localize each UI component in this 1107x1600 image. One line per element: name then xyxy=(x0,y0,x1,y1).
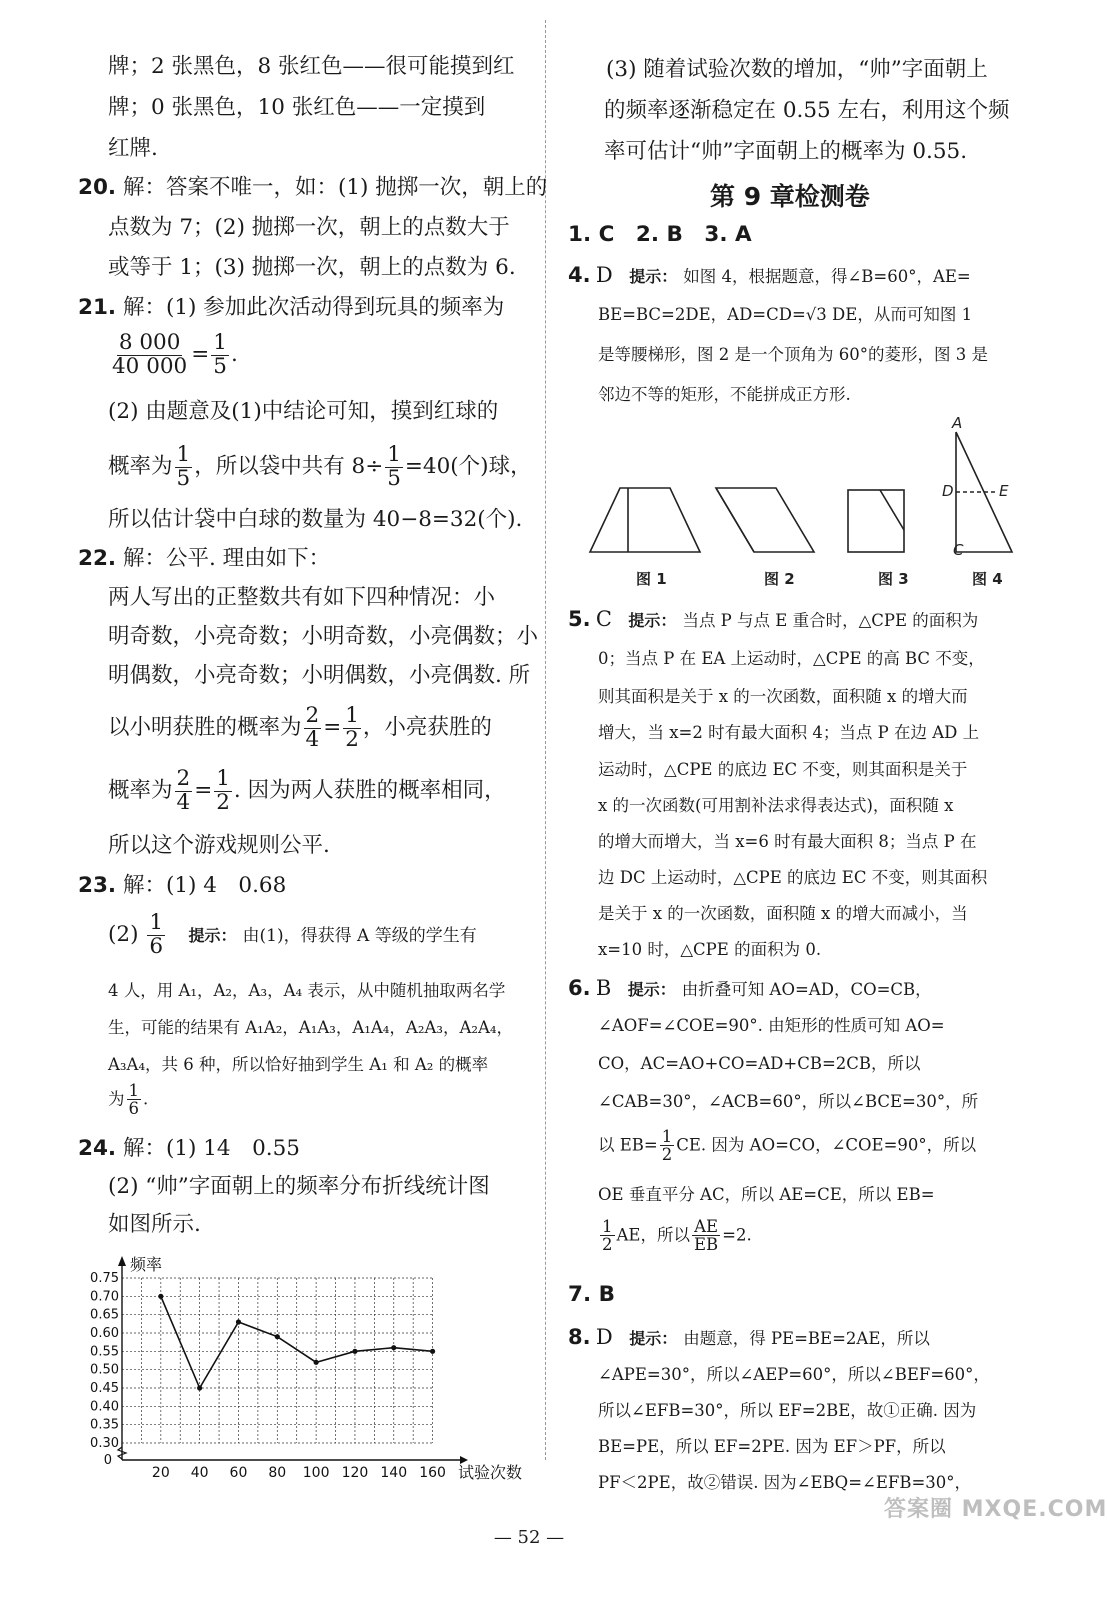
text-line: 率可估计“帅”字面朝上的概率为 0.55. xyxy=(604,139,968,164)
denominator: 40 000 xyxy=(112,353,188,379)
fraction-line: 以小明获胜的概率为 $\frac{2}{4}$ = $\frac{1}{2}$ ，小亮获胜的 xyxy=(108,703,492,752)
denominator: 4 xyxy=(176,789,191,815)
text-line: 点数为 7；(2) 抛掷一次，朝上的点数大于 xyxy=(108,215,510,240)
fraction-line xyxy=(108,444,532,496)
numerator: 1 xyxy=(213,330,227,355)
text-line: 牌；2 张黑色，8 张红色——很可能摸到红 xyxy=(108,54,515,79)
question-number: 4. xyxy=(568,263,591,287)
question-number: 5. xyxy=(568,607,591,631)
text-line: BE=BC=2DE，AD=CD=√3 DE，从而可知图 1 xyxy=(598,305,973,324)
text: =2. xyxy=(722,1225,752,1245)
text-line: PF＜2PE，故②错误. 因为∠EBQ=∠EFB=30°， xyxy=(598,1473,972,1492)
fraction-line: 概率为 $\frac{2}{4}$ = $\frac{1}{2}$ . 因为两人获胜的概率相同， xyxy=(108,766,506,815)
page-number: — 52 — xyxy=(493,1527,565,1548)
numerator: 1 xyxy=(176,442,191,467)
text-line: OE 垂直平分 AC，所以 AE=CE，所以 EB= xyxy=(598,1185,935,1204)
text-line: 邻边不等的矩形，不能拼成正方形. xyxy=(598,385,851,404)
question-24 xyxy=(78,1134,300,1164)
fraction xyxy=(127,1082,142,1118)
question-5 xyxy=(568,606,978,634)
text-line: 是关于 x 的一次函数，面积随 x 的增大而减小，当 xyxy=(598,904,968,923)
figure-3-inner-line xyxy=(880,490,904,530)
question-number: 20. xyxy=(78,175,117,200)
y-tick-label: 0.65 xyxy=(90,1307,119,1323)
hint-label: 提示： xyxy=(628,611,677,630)
denominator: 6 xyxy=(149,933,163,959)
text-line: (2) “帅”字面朝上的频率分布折线统计图 xyxy=(108,1174,490,1199)
fraction xyxy=(692,1218,720,1254)
fraction xyxy=(343,705,361,751)
x-tick-label: 120 xyxy=(341,1465,369,1481)
text: . 因为两人获胜的概率相同， xyxy=(233,778,506,804)
y-tick-label: 0.75 xyxy=(90,1271,119,1286)
text-line: CO，AC=AO+CO=AD+CB=2CB，所以 xyxy=(598,1054,921,1073)
data-point xyxy=(236,1319,241,1324)
text-line: 如图所示. xyxy=(108,1212,201,1237)
text-line: 或等于 1；(3) 抛掷一次，朝上的点数为 6. xyxy=(108,255,516,280)
watermark xyxy=(884,1492,1107,1523)
data-point xyxy=(352,1349,357,1354)
point-d-label: D xyxy=(942,482,954,500)
question-4 xyxy=(568,262,971,290)
data-point xyxy=(430,1349,435,1354)
hint-label: 提示： xyxy=(627,980,676,999)
question-8 xyxy=(568,1324,930,1352)
fraction xyxy=(304,705,322,751)
x-tick-label: 40 xyxy=(190,1465,209,1481)
text: 当点 P 与点 E 重合时，△CPE 的面积为 xyxy=(682,611,979,630)
numerator: 1 xyxy=(661,1127,673,1146)
denominator: 5 xyxy=(176,465,191,491)
answer: C xyxy=(595,607,612,631)
numerator: 1 xyxy=(345,703,359,728)
denominator: 2 xyxy=(216,789,230,815)
y-tick-label: 0.60 xyxy=(90,1326,119,1341)
text: 由题意，得 PE=BE=2AE，所以 xyxy=(683,1329,930,1348)
y-tick-label: 0.35 xyxy=(90,1417,119,1433)
figure-3-rectangle xyxy=(848,490,904,552)
text-line: 解：(1) 参加此次活动得到玩具的频率为 xyxy=(122,295,505,320)
text: 概率为 xyxy=(108,778,173,804)
text: ，所以袋中共有 8÷ xyxy=(194,454,384,480)
data-point xyxy=(391,1345,396,1350)
text-line: 则其面积是关于 x 的一次函数，面积随 x 的增大而 xyxy=(598,687,968,706)
period: . xyxy=(230,342,238,368)
text-line: 的增大而增大，当 x=6 时有最大面积 8；当点 P 在 xyxy=(598,832,977,851)
numerator: 1 xyxy=(387,442,401,467)
text-line: 解：(1) 14 0.55 xyxy=(122,1136,300,1161)
y-tick-label: 0.40 xyxy=(90,1399,119,1415)
question-number: 22. xyxy=(78,546,117,571)
text-line: 边 DC 上运动时，△CPE 的底边 EC 不变，则其面积 xyxy=(598,868,988,887)
text-line: 明奇数，小亮奇数；小明奇数，小亮偶数；小 xyxy=(108,624,539,649)
denominator: 5 xyxy=(387,465,401,491)
hint-label: 提示： xyxy=(629,267,678,286)
answer: D xyxy=(595,263,613,287)
denominator: 4 xyxy=(305,726,320,752)
fraction xyxy=(600,1218,615,1254)
y-tick-label: 0.70 xyxy=(90,1289,119,1305)
data-point xyxy=(275,1334,280,1339)
text-line: 增大，当 x=2 时有最大面积 4；当点 P 在边 AD 上 xyxy=(598,723,980,742)
fraction xyxy=(175,768,193,814)
chapter-title: 第 9 章检测卷 xyxy=(710,182,870,211)
text-line: 所以这个游戏规则公平. xyxy=(108,833,330,858)
data-point xyxy=(314,1360,319,1365)
figure-1-trapezoid xyxy=(590,488,700,552)
figure-3-label: 图 3 xyxy=(878,570,909,588)
point-a-label: A xyxy=(952,414,963,432)
numerator: 8 000 xyxy=(118,330,181,355)
hint-label: 提示： xyxy=(629,1329,678,1348)
text-line: 解：(1) 4 0.68 xyxy=(122,873,287,898)
text-line: 两人写出的正整数共有如下四种情况：小 xyxy=(108,585,496,610)
text: 由(1)，得获得 A 等级的学生有 xyxy=(242,926,477,947)
text-line: A₃A₄，共 6 种，所以恰好抽到学生 A₁ 和 A₂ 的概率 xyxy=(108,1055,489,1074)
figure-4-label: 图 4 xyxy=(972,570,1003,588)
question-6 xyxy=(568,975,932,1003)
answer: B xyxy=(595,976,612,1000)
figure-2-inner-line xyxy=(716,488,754,552)
fraction-line xyxy=(108,332,238,384)
fraction xyxy=(211,332,229,378)
point-e-label: E xyxy=(999,482,1009,500)
text-line: 是等腰梯形，图 2 是一个顶角为 60°的菱形，图 3 是 xyxy=(598,345,988,364)
origin-label: 0 xyxy=(103,1453,112,1468)
fraction-line xyxy=(598,1128,976,1172)
text: 以小明获胜的概率为 xyxy=(108,715,302,741)
y-tick-label: 0.50 xyxy=(90,1362,119,1378)
text-line: 的频率逐渐稳定在 0.55 左右，利用这个频 xyxy=(604,98,1010,123)
text: CE. 因为 AO=CO，∠COE=90°，所以 xyxy=(676,1135,977,1155)
x-tick-label: 140 xyxy=(380,1465,408,1481)
numerator: 1 xyxy=(149,910,163,935)
numerator: 2 xyxy=(305,703,320,728)
fraction-line xyxy=(108,912,477,964)
y-tick-label: 0.30 xyxy=(90,1436,119,1451)
text: AE，所以 xyxy=(616,1225,690,1245)
denominator: 2 xyxy=(661,1145,673,1165)
denominator: 6 xyxy=(128,1099,139,1119)
column-divider xyxy=(545,20,546,1460)
geometry-figures xyxy=(580,412,1030,597)
text: . xyxy=(143,1089,149,1109)
denominator: EB xyxy=(693,1235,719,1255)
x-tick-label: 80 xyxy=(268,1465,287,1481)
text-line: 解：公平. 理由如下： xyxy=(122,546,331,571)
question-number: 24. xyxy=(78,1136,117,1161)
fraction xyxy=(110,332,189,378)
question-number: 8. xyxy=(568,1325,591,1349)
fraction xyxy=(660,1128,675,1164)
text: 以 EB= xyxy=(598,1135,658,1155)
denominator: 2 xyxy=(602,1235,613,1255)
data-point xyxy=(158,1294,163,1299)
text-line: x=10 时，△CPE 的面积为 0. xyxy=(598,940,822,959)
data-point xyxy=(197,1385,202,1390)
x-tick-label: 100 xyxy=(302,1465,330,1481)
text-line: 所以∠EFB=30°，所以 EF=2BE，故①正确. 因为 xyxy=(598,1401,977,1420)
text-line: 牌；0 张黑色，10 张红色——一定摸到 xyxy=(108,95,486,120)
text-line: ∠CAB=30°，∠ACB=60°，所以∠BCE=30°，所 xyxy=(598,1092,979,1111)
question-number: 23. xyxy=(78,873,117,898)
text: 为 xyxy=(108,1089,125,1109)
question-number: 6. xyxy=(568,976,591,1000)
text-line: x 的一次函数(可用割补法求得表达式)，面积随 x xyxy=(598,796,954,815)
text: ，小亮获胜的 xyxy=(362,715,492,741)
figure-2-label: 图 2 xyxy=(764,570,795,588)
numerator: 2 xyxy=(176,766,191,791)
hint-label: 提示： xyxy=(188,926,237,946)
answer-7: 7. B xyxy=(568,1282,615,1307)
fraction-line xyxy=(598,1218,752,1262)
fraction xyxy=(385,444,403,490)
denominator: 5 xyxy=(213,353,227,379)
question-23 xyxy=(78,871,286,901)
denominator: 2 xyxy=(345,726,359,752)
question-number: 21. xyxy=(78,295,117,320)
text-line: 4 人，用 A₁，A₂，A₃，A₄ 表示，从中随机抽取两名学 xyxy=(108,981,506,1000)
figure-2-rhombus xyxy=(716,488,814,552)
numerator: 1 xyxy=(216,766,230,791)
y-axis-title: 频率 xyxy=(130,1255,163,1274)
y-axis-arrow xyxy=(118,1256,126,1266)
text-line: 解：答案不唯一，如：(1) 抛掷一次，朝上的 xyxy=(122,175,548,200)
text: (2) xyxy=(108,922,139,948)
text-line: ∠AOF=∠COE=90°. 由矩形的性质可知 AO= xyxy=(598,1016,945,1035)
text-line: 生，可能的结果有 A₁A₂，A₁A₃，A₁A₄，A₂A₃，A₂A₄， xyxy=(108,1018,514,1037)
x-tick-label: 20 xyxy=(151,1465,170,1481)
question-20 xyxy=(78,173,547,203)
x-tick-label: 60 xyxy=(229,1465,248,1481)
watermark-text: 答案圈 MXQE.COM xyxy=(884,1497,1107,1522)
text-line: ∠APE=30°，所以∠AEP=60°，所以∠BEF=60°， xyxy=(598,1365,990,1384)
question-21 xyxy=(78,293,504,323)
text: 如图 4，根据题意，得∠B=60°，AE= xyxy=(683,267,971,286)
text: 概率为 xyxy=(108,454,173,480)
text-line: (2) 由题意及(1)中结论可知，摸到红球的 xyxy=(108,399,499,424)
x-axis-title: 试验次数 xyxy=(458,1463,523,1482)
fraction xyxy=(147,912,165,958)
text-line: 红牌. xyxy=(108,136,158,161)
text-line: 0；当点 P 在 EA 上运动时，△CPE 的高 BC 不变， xyxy=(598,649,985,668)
figure-1-label: 图 1 xyxy=(636,570,667,588)
fraction-line xyxy=(108,1082,148,1128)
x-tick-label: 160 xyxy=(419,1465,446,1481)
text: =40(个)球， xyxy=(404,454,532,480)
y-tick-label: 0.55 xyxy=(90,1344,119,1360)
answer: D xyxy=(595,1325,613,1349)
frequency-line-chart xyxy=(70,1250,540,1490)
text-line: BE=PE，所以 EF=2PE. 因为 EF＞PF，所以 xyxy=(598,1437,946,1456)
text-line: 所以估计袋中白球的数量为 40−8=32(个). xyxy=(108,507,523,532)
answers-1-3: 1. C 2. B 3. A xyxy=(568,222,752,247)
numerator: AE xyxy=(694,1217,719,1236)
text: 由折叠可知 AO=AD，CO=CB， xyxy=(681,980,932,999)
text-line: 运动时，△CPE 的底边 EC 不变，则其面积是关于 xyxy=(598,760,968,779)
point-c-label: C xyxy=(953,541,964,559)
text-line: (3) 随着试验次数的增加，“帅”字面朝上 xyxy=(606,57,988,82)
equals: = xyxy=(191,342,210,368)
y-tick-label: 0.45 xyxy=(90,1381,119,1396)
question-22 xyxy=(78,544,330,574)
text-line: 明偶数，小亮奇数；小明偶数，小亮偶数. 所 xyxy=(108,663,531,688)
fraction xyxy=(214,768,232,814)
numerator: 1 xyxy=(602,1217,613,1236)
numerator: 1 xyxy=(128,1081,139,1100)
fraction xyxy=(175,444,193,490)
